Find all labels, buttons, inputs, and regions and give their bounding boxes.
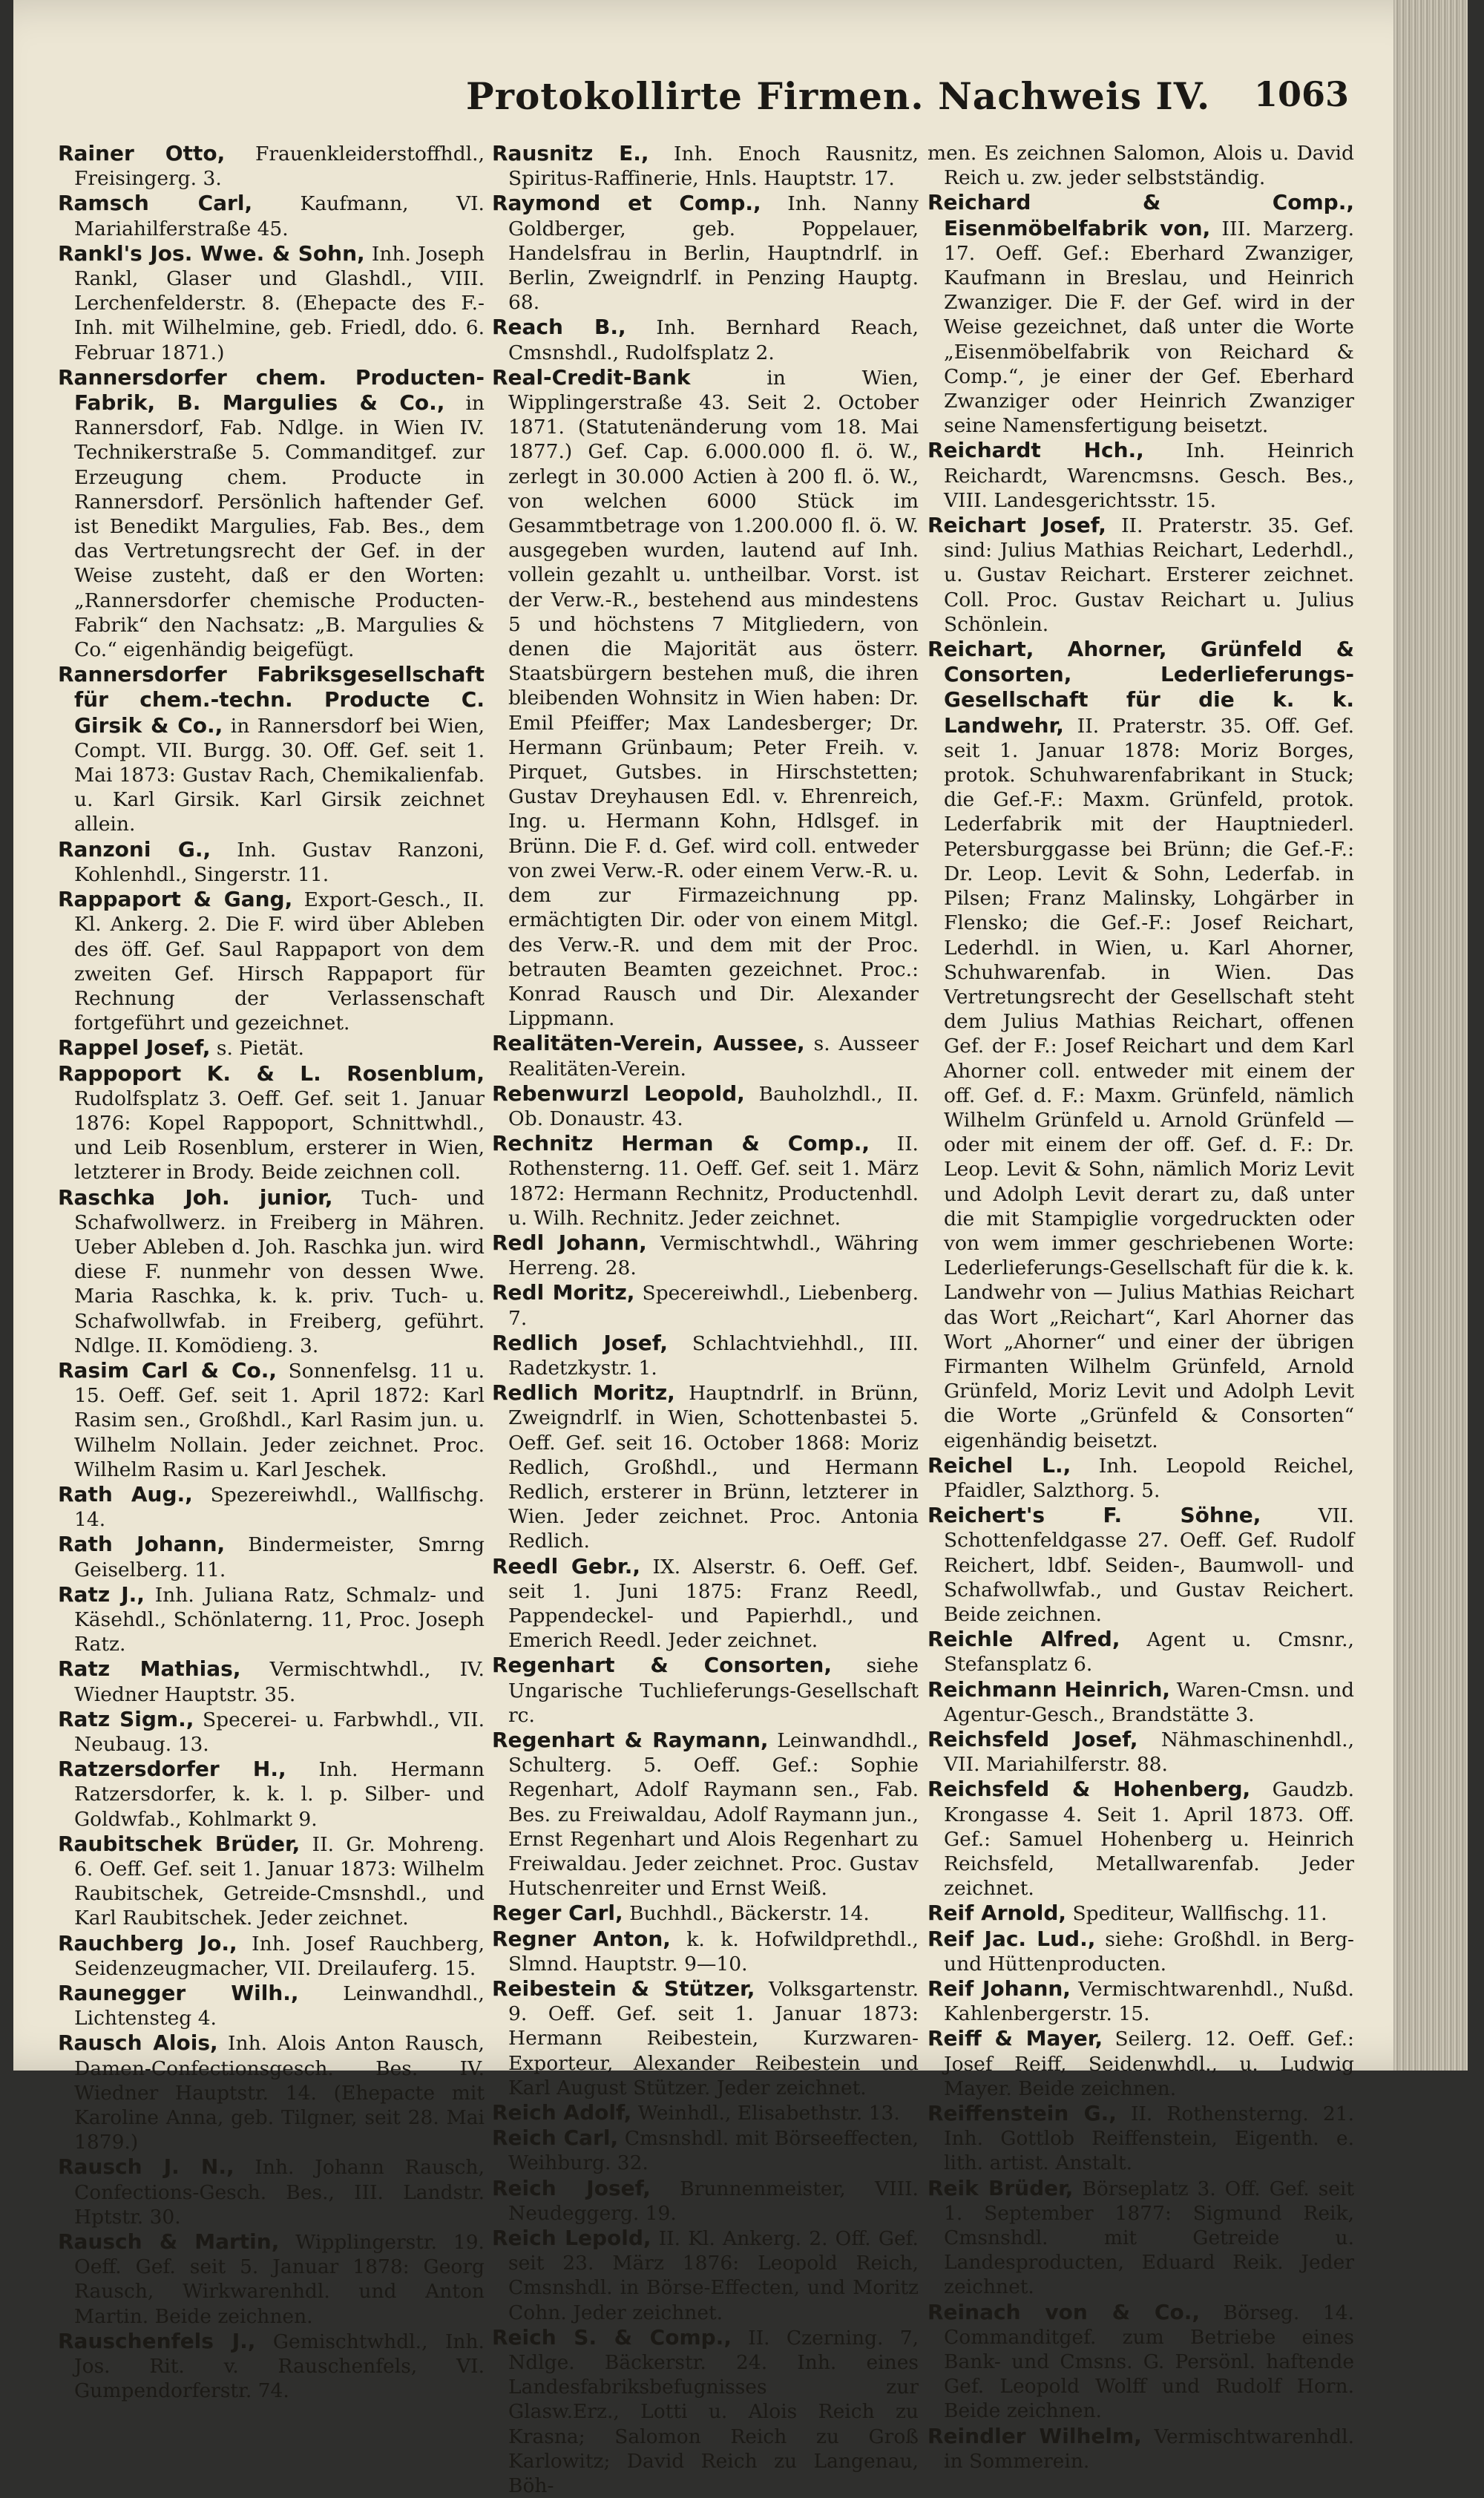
entry-details: II. Rothensterng. 11. Oeff. Gef. seit 1. März 1872: Hermann Rechnitz, Productenhdl. u. Wilh. Rechnitz. Jeder zeichnet.: [508, 1132, 919, 1230]
firm-name: Reich Carl,: [492, 2125, 619, 2151]
firm-name: Regenhart & Raymann,: [492, 1728, 769, 1752]
firm-name: Redl Johann,: [492, 1230, 647, 1255]
directory-entry: [492, 1901, 919, 1926]
directory-entry: [492, 315, 919, 364]
entry-details: Cmsnshdl. mit Börseeffecten, Weihburg. 32.: [508, 2127, 919, 2175]
firm-name: Reinach von & Co.,: [928, 2299, 1200, 2324]
directory-entry: [928, 190, 1354, 438]
firm-name: Raymond et Comp.,: [492, 191, 761, 216]
directory-entry: [58, 1707, 485, 1757]
entry-details: Volksgartenstr. 9. Oeff. Gef. seit 1. Januar 1873: Hermann Reibestein, Kurzwaren-Exporteur, Alexander Reibestein und Karl August Stützer. Jeder zeichnet.: [508, 1978, 919, 2099]
firm-name: Reindler Wilhelm,: [928, 2423, 1142, 2448]
directory-entry: [58, 2329, 485, 2404]
firm-name: Reiff & Mayer,: [928, 2026, 1103, 2051]
directory-entry: [928, 2424, 1354, 2474]
firm-name: Raunegger Wilh.,: [58, 1981, 299, 2006]
directory-entry: [492, 2226, 919, 2325]
firm-name: Reichle Alfred,: [928, 1627, 1120, 1652]
entry-details: Bauholzhdl., II. Ob. Donaustr. 43.: [508, 1082, 919, 1130]
entry-details: Specereiwhdl., Liebenberg. 7.: [508, 1282, 919, 1330]
directory-entry: [58, 1482, 485, 1532]
entry-details: Specerei- u. Farbwhdl., VII. Neubaug. 13.: [74, 1708, 485, 1756]
entry-details: Spezereiwhdl., Wallfischg. 14.: [74, 1483, 485, 1532]
firm-name: Reach B.,: [492, 315, 626, 340]
entry-details: II. Praterstr. 35. Gef. sind: Julius Mathias Reichart, Lederhdl., u. Gustav Reichart. Ersterer zeichnet. Coll. Proc. Gustav Reichart u. Julius Schönlein.: [944, 514, 1354, 636]
directory-entry: [492, 1927, 919, 1976]
firm-name: Ratz Mathias,: [58, 1656, 241, 1682]
firm-name: Rainer Otto,: [58, 141, 226, 165]
directory-entry: [492, 2125, 919, 2175]
directory-entry: [492, 141, 919, 191]
entry-details: Frauenkleiderstoffhdl., Freisingerg. 3.: [74, 142, 485, 191]
firm-name: Reichart Josef,: [928, 513, 1106, 538]
firm-name: Rauchberg Jo.,: [58, 1930, 237, 1956]
column-3: [928, 141, 1354, 2474]
entry-details: Nähmaschinenhdl., VII. Mariahilferstr. 88.: [944, 1728, 1354, 1777]
firm-name: Reich Josef,: [492, 2175, 651, 2200]
firm-name: Rath Aug.,: [58, 1481, 193, 1507]
firm-name: Rausch & Martin,: [58, 2229, 280, 2255]
entry-details: in Rannersdorf, Fab. Ndlge. in Wien IV. Technikerstraße 5. Commanditgef. zur Erzeugung chem. Producte in Rannersdorf. Persönlich haftender Gef. ist Benedikt Margulies, Fab. Bes., dem das Vertretungsrecht der Gef. in der Weise zusteht, daß er den Worten: „Rannersdorfer chemische Producten-Fabrik“ den Nachsatz: „B. Margulies & Co.“ eigenhändig beigefügt.: [74, 392, 485, 662]
directory-entry: [928, 1503, 1354, 1627]
entry-details: Gemischtwhdl., Inh. Jos. Rit. v. Rauschenfels, VI. Gumpendorferstr. 74.: [74, 2330, 485, 2403]
directory-entry: [928, 1901, 1354, 1926]
entry-details: k. k. Hofwildprethdl., Slmnd. Hauptstr. 9—10.: [508, 1927, 919, 1976]
firm-name: Reich S. & Comp.,: [492, 2324, 732, 2350]
entry-details: Leinwandhdl., Lichtensteg 4.: [74, 1982, 485, 2030]
directory-entry: [492, 1554, 919, 1653]
firm-name: Regner Anton,: [492, 1926, 671, 1951]
directory-entry: [492, 1280, 919, 1330]
directory-entry: [492, 1976, 919, 2100]
entry-details: Leinwandhdl., Schulterg. 5. Oeff. Gef.: Sophie Regenhart, Adolf Raymann sen., Fab. Bes. zu Freiwaldau, Adolf Raymann jun., Ernst Regenhart und Alois Regenhart zu Freiwaldau. Jeder zeichnet. Proc. Gustav Hutschenreiter und Ernst Weiß.: [508, 1729, 919, 1901]
page-edge: [1393, 0, 1468, 2071]
directory-entry: [928, 2300, 1354, 2424]
firm-name: Reif Arnold,: [928, 1901, 1067, 1926]
firm-name: Rechnitz Herman & Comp.,: [492, 1131, 870, 1156]
directory-entry: [928, 2176, 1354, 2300]
firm-name: Rappel Josef,: [58, 1035, 211, 1060]
entry-details: Inh. Nanny Goldberger, geb. Poppelauer, Handelsfrau in Berlin, Hauptndrlf. in Berlin, Zweigndrlf. in Penzing Hauptg. 68.: [508, 192, 919, 315]
directory-entry: [58, 2030, 485, 2154]
entry-details: Vermischtwhdl., IV. Wiedner Hauptstr. 35.: [74, 1658, 485, 1706]
entry-details: II. Gr. Mohreng. 6. Oeff. Gef. seit 1. Januar 1873: Wilhelm Raubitschek, Getreide-Cmsnshdl., und Karl Raubitschek. Jeder zeichnet.: [74, 1832, 485, 1930]
entry-details: men. Es zeichnen Salomon, Alois u. David Reich u. zw. jeder selbstständig.: [928, 142, 1354, 190]
entry-details: Inh. Heinrich Reichardt, Warencmsns. Gesch. Bes., VIII. Landesgerichtsstr. 15.: [944, 439, 1354, 512]
firm-name: Rappaport & Gang,: [58, 887, 293, 912]
directory-entry: [928, 2026, 1354, 2101]
entry-details: Inh. Bernhard Reach, Cmsnshdl., Rudolfsplatz 2.: [508, 316, 919, 364]
directory-entry: [928, 1627, 1354, 1676]
directory-entry: [928, 438, 1354, 513]
entry-details: Hauptndrlf. in Brünn, Zweigndrlf. in Wien, Schottenbastei 5. Oeff. Gef. seit 16. October 1868: Moriz Redlich, Großhdl., und Hermann Redlich, ersterer in Brünn, letzterer in Wien. Jeder zeichnet. Proc. Antonia Redlich.: [508, 1382, 919, 1553]
directory-entry: [492, 1380, 919, 1553]
entry-details: II. Czerning. 7, Ndlge. Bäckerstr. 24. Inh. eines Landesfabriksbefugnisses zur Glasw.Erz., Lotti u. Alois Reich zu Krasna; Salomon Reich zu Groß Karlowitz; David Reich zu Langenau, Böh-: [508, 2326, 919, 2498]
directory-entry: [492, 1081, 919, 1131]
entry-details: III. Marzerg. 17. Oeff. Gef.: Eberhard Zwanziger, Kaufmann in Breslau, und Heinrich Zwanziger. Die F. der Gef. wird in der Weise gezeichnet, daß unter die Worte „Eisenmöbelfabrik von Reichard & Comp.“, je einer der Gef. Eberhard Zwanziger oder Heinrich Zwanziger seine Namensfertigung beisetzt.: [944, 217, 1354, 438]
entry-details: Börseplatz 3. Off. Gef. seit 1. September 1877: Sigmund Reik, Cmsnshdl. mit Getreide u. Landesproducten, Eduard Reik. Jeder zeichnet.: [944, 2177, 1354, 2299]
entry-details: Inh. Josef Rauchberg, Seidenzeugmacher, VII. Dreilauferg. 15.: [74, 1932, 485, 1980]
directory-entry: [928, 2101, 1354, 2176]
entry-details: Inh. Hermann Ratzersdorfer, k. k. l. p. Silber- und Goldwfab., Kohlmarkt 9.: [74, 1758, 485, 1831]
entry-details: siehe: Großhdl. in Berg- und Hüttenproducten.: [944, 1927, 1354, 1976]
firm-name: Reichmann Heinrich,: [928, 1676, 1171, 1702]
entry-details: Inh. Johann Rausch, Confections-Gesch. Bes., III. Landstr. Hptstr. 30.: [74, 2156, 485, 2229]
directory-entry: [58, 662, 485, 836]
firm-name: Reich Lepold,: [492, 2226, 651, 2251]
entry-details: in Rannersdorf bei Wien, Compt. VII. Burgg. 30. Off. Gef. seit 1. Mai 1873: Gustav Rach, Chemikalienfab. u. Karl Girsik. Karl Girsik zeichnet allein.: [74, 714, 485, 836]
directory-entry: [58, 1185, 485, 1358]
entry-details: Sonnenfelsg. 11 u. 15. Oeff. Gef. seit 1. April 1872: Karl Rasim sen., Großhdl., Karl Rasim jun. u. Wilhelm Nollain. Jeder zeichnet. Proc. Wilhelm Rasim u. Karl Jeschek.: [74, 1359, 485, 1481]
firm-name: Reichard & Comp., Eisenmöbelfabrik von,: [928, 190, 1354, 240]
entry-details: Spediteur, Wallfischg. 11.: [1072, 1902, 1327, 1926]
entry-details: Waren-Cmsn. und Agentur-Gesch., Brandstätte 3.: [944, 1678, 1354, 1726]
entry-details: Inh. Joseph Rankl, Glaser und Glashdl., VIII. Lerchenfelderstr. 8. (Ehepacte des F.-Inh. mit Wilhelmine, geb. Friedl, ddo. 6. Februar 1871.): [74, 242, 485, 364]
directory-entry: [58, 1061, 485, 1185]
directory-entry: [492, 1331, 919, 1380]
directory-entry: [58, 1035, 485, 1060]
entry-details: Agent u. Cmsnr., Stefansplatz 6.: [944, 1628, 1354, 1676]
firm-name: Reik Brüder,: [928, 2175, 1074, 2200]
entry-details: s. Pietät.: [216, 1037, 304, 1060]
firm-name: Reiffenstein G.,: [928, 2101, 1117, 2126]
page-number: 1063: [1253, 74, 1349, 114]
directory-entry: [58, 887, 485, 1035]
firm-name: Reedl Gebr.,: [492, 1553, 641, 1579]
entry-details: II. Praterstr. 35. Off. Gef. seit 1. Januar 1878: Moriz Borges, protok. Schuhwarenfabrikant in Stuck; die Gef.-F.: Maxm. Grünfeld, protok. Lederfabrik mit der Hauptniederl. Petersburggasse bei Brünn; die Gef.-F.: Dr. Leop. Levit & Sohn, Lederfab. in Pilsen; Franz Malinsky, Lohgärber in Flensko; die Gef.-F.: Josef Reichart, Lederhdl. in Wien, u. Karl Ahorner, Schuhwarenfab. in Wien. Das Vertretungsrecht der Gesellschaft steht dem Julius Mathias Reichart, offenen Gef. der F.: Josef Reichart und dem Karl Ahorner coll. entweder mit einem der off. Gef. d. F.: Maxm. Grünfeld, nämlich Wilhelm Grünfeld u. Arnold Grünfeld — oder mit einem der off. Gef. d. F.: Dr. Leop. Levit & Sohn, nämlich Moriz Levit und Adolph Levit derart zu, daß unter die mit Stampiglie vorgedruckten oder von wem immer geschriebenen Worte: Lederlieferungs-Gesellschaft für die k. k. Landwehr von — Julius Mathias Reichart das Wort „Reichart“, Karl Ahorner das Wort „Ahorner“ und einer der übrigen Firmanten Wilhelm Grünfeld, Arnold Grünfeld, Moriz Levit und Adolph Levit die Worte „Grünfeld & Consorten“ eigenhändig beisetzt.: [944, 714, 1354, 1452]
directory-entry: [58, 1532, 485, 1581]
directory-entry: [928, 637, 1354, 1453]
firm-name: Rankl's Jos. Wwe. & Sohn,: [58, 240, 365, 266]
firm-name: Ranzoni G.,: [58, 836, 211, 862]
entry-details: Vermischtwhdl., Währing Herreng. 28.: [508, 1231, 919, 1280]
column-2: [492, 141, 919, 2498]
entry-details: in Wien, Wipplingerstraße 43. Seit 2. October 1871. (Statutenänderung vom 18. Mai 1877.) Gef. Cap. 6.000.000 fl. ö. W., zerlegt in 30.000 Actien à 200 fl. ö. W., von welchen 6000 Stück im Gesammtbetrage von 1.200.000 fl. ö. W. ausgegeben wurden, lautend auf Inh. vollein gezahlt u. untheilbar. Vorst. ist der Verw.-R., bestehend aus mindestens 5 und höchstens 7 Mitgliedern, von denen die Majorität aus österr. Staatsbürgern bestehen muß, die ihren bleibenden Wohnsitz in Wien haben: Dr. Emil Pfeiffer; Max Landesberger; Dr. Hermann Grünbaum; Peter Freih. v. Pirquet, Gutsbes. in Hirschstetten; Gustav Dreyhausen Edl. v. Ehrenreich, Ing. u. Hermann Kohn, Hdlsgef. in Brünn. Die F. d. Gef. wird coll. entweder von zwei Verw.-R. oder einem Verw.-R. u. dem zur Firmazeichnung pp. ermächtigten Dir. oder von einem Mitgl. des Verw.-R. und dem mit der Proc. betrauten Beamten gezeichnet. Proc.: Konrad Rausch und Dir. Alexander Lippmann.: [508, 366, 919, 1031]
firm-name: Rappoport K. & L. Rosenblum,: [58, 1060, 485, 1086]
entry-details: Inh. Gustav Ranzoni, Kohlenhdl., Singerstr. 11.: [74, 838, 485, 886]
directory-entry: [58, 1832, 485, 1931]
firm-name: Redlich Josef,: [492, 1330, 669, 1355]
firm-name: Reif Jac. Lud.,: [928, 1926, 1096, 1951]
entry-details: IX. Alserstr. 6. Oeff. Gef. seit 1. Juni 1875: Franz Reedl, Pappendeckel- und Papierhdl., und Emerich Reedl. Jeder zeichnet.: [508, 1555, 919, 1653]
directory-entry: [492, 1131, 919, 1230]
firm-name: Reichart, Ahorner, Grünfeld & Consorten, Lederlieferungs-Gesellschaft für die k. k. Landwehr,: [928, 637, 1354, 738]
firm-name: Rausnitz E.,: [492, 141, 649, 165]
directory-entry: [492, 2325, 919, 2498]
directory-entry: [492, 365, 919, 1031]
directory-entry: [928, 513, 1354, 637]
entry-details: VII. Schottenfeldgasse 27. Oeff. Gef. Rudolf Reichert, ldbf. Seiden-, Baumwoll- und Schafwollwfab., und Gustav Reichert. Beide zeichnen.: [944, 1504, 1354, 1626]
column-1: [58, 141, 485, 2403]
firm-name: Regenhart & Consorten,: [492, 1653, 832, 1678]
directory-entry: [58, 141, 485, 191]
entry-details: Brunnenmeister, VIII. Neudeggerg. 19.: [508, 2177, 919, 2225]
firm-name: Reichert's F. Söhne,: [928, 1503, 1261, 1528]
entry-details: Vermischtwarenhdl., Nußd. Kahlenbergerstr. 15.: [944, 1978, 1354, 2026]
firm-name: Redlich Moritz,: [492, 1380, 675, 1406]
book-page: [13, 0, 1468, 2498]
firm-name: Reger Carl,: [492, 1901, 623, 1926]
firm-name: Rannersdorfer Fabriksgesellschaft für chem.-techn. Producte C. Girsik & Co.,: [58, 662, 485, 738]
entry-details: Gaudzb. Krongasse 4. Seit 1. April 1873. Off. Gef.: Samuel Hohenberg u. Heinrich Reichsfeld, Metallwarenfab. Jeder zeichnet.: [944, 1778, 1354, 1901]
directory-entry: [492, 2176, 919, 2226]
directory-entry: [58, 365, 485, 662]
entry-details: Rudolfsplatz 3. Oeff. Gef. seit 1. Januar 1876: Kopel Rappoport, Schnittwhdl., und Leib Rosenblum, ersterer in Wien, letzterer in Brody. Beide zeichnen coll.: [74, 1086, 485, 1184]
page-header: [73, 67, 1349, 126]
directory-entry: [58, 1656, 485, 1706]
directory-entry: [928, 1976, 1354, 2026]
firm-name: Reich Adolf,: [492, 2100, 632, 2125]
entry-details: Wipplingerstr. 19. Oeff. Gef. seit 5. Januar 1878: Georg Rausch, Wirkwarenhdl. und Anton Martin. Beide zeichnen.: [74, 2231, 485, 2328]
entry-details: Export-Gesch., II. Kl. Ankerg. 2. Die F. wird über Ableben des öff. Gef. Saul Rappaport von dem zweiten Gef. Hirsch Rappaport für Rechnung der Verlassenschaft fortgeführt und gezeichnet.: [74, 888, 485, 1035]
directory-entry: [492, 1728, 919, 1901]
directory-entry: [58, 1981, 485, 2030]
firm-name: Reif Johann,: [928, 1976, 1071, 2002]
firm-name: Rasim Carl & Co.,: [58, 1357, 278, 1383]
entry-details: Inh. Juliana Ratz, Schmalz- und Käsehdl., Schönlaterng. 11, Proc. Joseph Ratz.: [74, 1583, 485, 1656]
directory-entry: [58, 837, 485, 887]
entry-details: siehe Ungarische Tuchlieferungs-Gesellschaft rc.: [508, 1654, 919, 1727]
firm-name: Rannersdorfer chem. Producten-Fabrik, B. Margulies & Co.,: [58, 364, 485, 416]
entry-details: Inh. Leopold Reichel, Pfaidler, Salzthorg. 5.: [944, 1454, 1354, 1502]
firm-name: Rausch J. N.,: [58, 2154, 234, 2180]
directory-entry: [492, 1653, 919, 1728]
firm-name: Ratzersdorfer H.,: [58, 1757, 286, 1782]
entry-details: Bindermeister, Smrng Geiselberg. 11.: [74, 1533, 485, 1581]
directory-entry: [492, 2100, 919, 2125]
directory-entry: [928, 1677, 1354, 1727]
firm-name: Ratz J.,: [58, 1581, 145, 1607]
directory-entry: [58, 241, 485, 365]
firm-name: Redl Moritz,: [492, 1280, 635, 1305]
running-title: Protokollirte Firmen. Nachweis IV.: [466, 74, 1211, 118]
firm-name: Real-Credit-Bank: [492, 364, 691, 390]
directory-entry: [928, 1453, 1354, 1503]
directory-entry: [58, 191, 485, 240]
firm-name: Reibestein & Stützer,: [492, 1976, 755, 2002]
firm-name: Ratz Sigm.,: [58, 1706, 194, 1731]
entry-details: Seilerg. 12. Oeff. Gef.: Josef Reiff, Seidenwhdl., u. Ludwig Mayer. Beide zeichnen.: [944, 2027, 1354, 2100]
firm-name: Rausch Alois,: [58, 2030, 218, 2056]
firm-name: Realitäten-Verein, Aussee,: [492, 1031, 805, 1056]
directory-entry: [58, 1358, 485, 1482]
directory-entry: [928, 1927, 1354, 1976]
directory-entry: [58, 1931, 485, 1981]
directory-entry: [58, 1757, 485, 1832]
firm-name: Reichardt Hch.,: [928, 438, 1144, 463]
firm-name: Rebenwurzl Leopold,: [492, 1081, 745, 1106]
entry-details: Inh. Alois Anton Rausch, Damen-Confectionsgesch. Bes. IV. Wiedner Hauptstr. 14. (Ehepacte mit Karoline Anna, geb. Tilgner, seit 28. Mai 1879.): [74, 2032, 485, 2154]
directory-entry: [928, 1727, 1354, 1777]
firm-name: Rauschenfels J.,: [58, 2328, 256, 2353]
directory-entry: [928, 141, 1354, 190]
entry-details: s. Ausseer Realitäten-Verein.: [508, 1032, 919, 1081]
directory-entry: [58, 1582, 485, 1657]
firm-name: Reichsfeld & Hohenberg,: [928, 1777, 1251, 1802]
entry-details: Kaufmann, VI. Mariahilferstraße 45.: [74, 192, 485, 240]
entry-details: Vermischtwarenhdl. in Sommerein.: [944, 2425, 1354, 2473]
directory-entry: [928, 1777, 1354, 1901]
entry-details: II. Kl. Ankerg. 2. Off. Gef. seit 23. März 1876: Leopold Reich, Cmsnshdl. in Börse-Effecten, und Moritz Cohn. Jeder zeichnet.: [508, 2227, 919, 2324]
entry-details: Börseg. 14. Commanditgef. zum Betriebe eines Bank- und Cmsns. G. Persönl. haftende Gef. Leopold Wolff und Rudolf Horn. Beide zeichnen.: [944, 2301, 1354, 2423]
firm-name: Raubitschek Brüder,: [58, 1831, 301, 1856]
directory-entry: [492, 1031, 919, 1081]
directory-entry: [492, 1230, 919, 1280]
directory-entry: [58, 2229, 485, 2329]
entry-details: Buchhdl., Bäckerstr. 14.: [629, 1902, 870, 1926]
directory-entry: [492, 191, 919, 315]
firm-name: Rath Johann,: [58, 1532, 226, 1557]
entry-details: Tuch- und Schafwollwerz. in Freiberg in Mähren. Ueber Ableben d. Joh. Raschka jun. wird diese F. nunmehr von dessen Wwe. Maria Raschka, k. k. priv. Tuch- u. Schafwollwfab. in Freiberg, geführt. Ndlge. II. Komödieng. 3.: [74, 1186, 485, 1357]
directory-entry: [58, 2154, 485, 2229]
entry-details: Weinhdl., Elisabethstr. 13.: [637, 2102, 900, 2125]
firm-name: Ramsch Carl,: [58, 191, 253, 216]
firm-name: Reichsfeld Josef,: [928, 1727, 1138, 1751]
entry-details: Inh. Enoch Rausnitz, Spiritus-Raffinerie, Hnls. Hauptstr. 17.: [508, 142, 919, 191]
firm-name: Reichel L.,: [928, 1452, 1071, 1478]
firm-name: Raschka Joh. junior,: [58, 1184, 333, 1210]
entry-details: Schlachtviehhdl., III. Radetzkystr. 1.: [508, 1331, 919, 1380]
entry-details: II. Rothensterng. 21. Inh. Gottlob Reiffenstein, Eigenth. e. lith. artist. Anstalt.: [944, 2102, 1354, 2175]
